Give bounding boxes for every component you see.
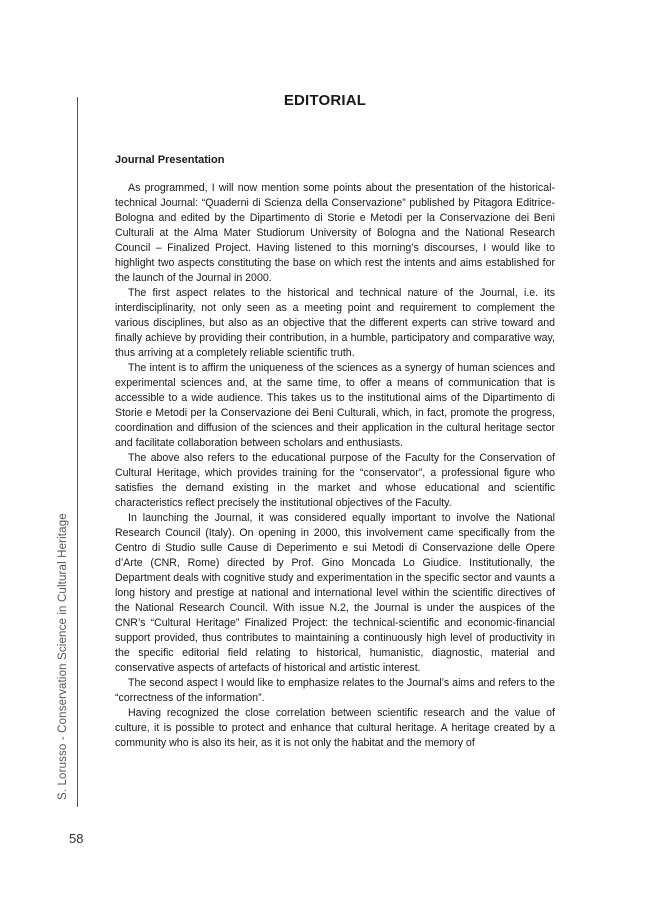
paragraph: Having recognized the close correlation between scientific research and the value of culture, it is possible to protect and enhance that cultural heritage. A heritage created by a community who is also its heir, as it is not only the habitat and the memory of [115,707,555,749]
margin-rule [77,97,78,807]
article-title: EDITORIAL [283,92,367,109]
paragraph: The second aspect I would like to emphasize relates to the Journal’s aims and refers to the “correctness of the information”. [115,677,555,704]
running-head [57,480,73,800]
page-number: 58 [69,831,84,846]
running-head-text: S. Lorusso - Conservation Science in Cultural Heritage [57,513,69,800]
article-body [115,181,555,751]
paragraph: The first aspect relates to the historical and technical nature of the Journal, i.e. its interdisciplinarity, not only seen as a meeting point and requirement to complement the various disciplines, but also as an objective that the different experts can strive toward and finally achieve by providing their contribution, in a humble, participatory and comparative way, thus arriving at a completely reliable scientific truth. [115,287,555,359]
paragraph: As programmed, I will now mention some points about the presentation of the historical-technical Journal: “Quaderni di Scienza della Conservazione” published by Pitagora Editrice-Bologna and edited by the Dipartimento di Storie e Metodi per la Conservazione dei Beni Culturali at the Alma Mater Studiorum University of Bologna and the National Research Council – Finalized Project. Having listened to this morning’s discourses, I would like to highlight two aspects constituting the base on which rest the intents and aims established for the launch of the Journal in 2000. [115,182,555,284]
section-heading: Journal Presentation [115,154,225,166]
paragraph: The above also refers to the educational purpose of the Faculty for the Conservation of Cultural Heritage, which provides training for the “conservator”, a professional figure who satisfies the demand existing in the market and whose educational and scientific characteristics reflect precisely the institutional objectives of the Faculty. [115,452,555,509]
paragraph: The intent is to affirm the uniqueness of the sciences as a synergy of human sciences and experimental sciences and, at the same time, to offer a means of communication that is accessible to a wide audience. This takes us to the institutional aims of the Dipartimento di Storie e Metodi per la Conservazione dei Beni Culturali, which, in fact, promote the progress, coordination and diffusion of the sciences and their application in the cultural heritage sector and facilitate collaboration between scholars and enthusiasts. [115,362,555,449]
paragraph: In launching the Journal, it was considered equally important to involve the National Research Council (Italy). On opening in 2000, this involvement came specifically from the Centro di Studio sulle Cause di Deperimento e sui Metodi di Conservazione delle Opere d’Arte (CNR, Rome) directed by Prof. Gino Moncada Lo Giudice. Institutionally, the Department deals with cognitive study and experimentation in the specific sector and vaunts a long history and prestige at national and international level within the scientific directives of the National Research Council. With issue N.2, the Journal is under the auspices of the CNR’s “Cultural Heritage” Finalized Project: the technical-scientific and economic-financial support provided, thus contributes to maintaining a continuously high level of productivity in the specific editorial field relating to historical, humanistic, diagnostic, material and conservative aspects of artefacts of historical and artistic interest. [115,512,555,674]
